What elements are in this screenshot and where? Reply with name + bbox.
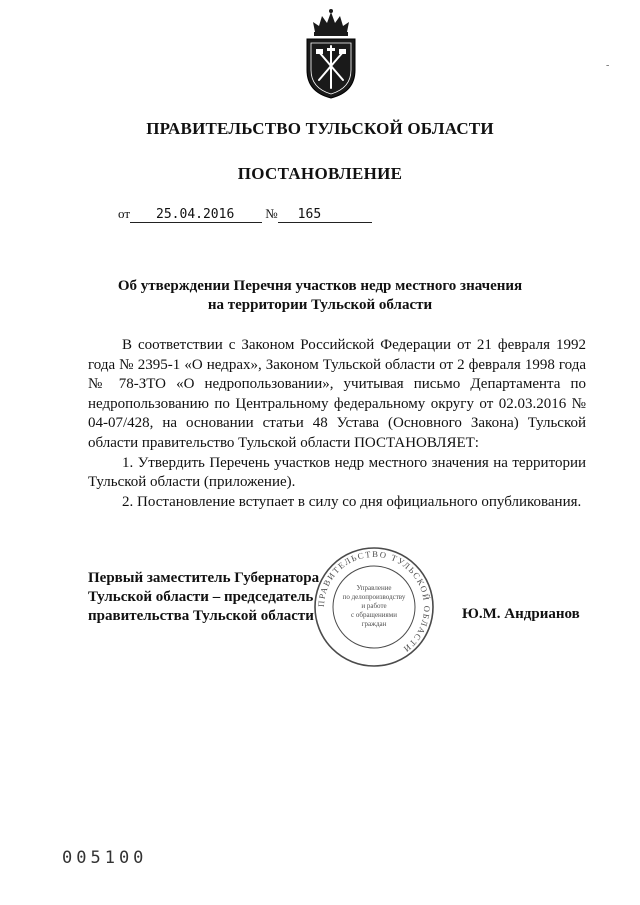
official-stamp (313, 546, 435, 668)
organization-title: ПРАВИТЕЛЬСТВО ТУЛЬСКОЙ ОБЛАСТИ (146, 119, 494, 138)
body-paragraph-preamble: В соответствии с Законом Российской Федерации от 21 февраля 1992 года № 2395-1 «О недрах», Законом Тульской области от 2 февраля 1998 года № 78-ЗТО «О недропользовании», учитывая письмо Департамента по недропользованию по Центральному федеральному округу от 02.03.2016 № 04-07/428, на основании статьи 48 Устава (Основного Закона) Тульской области правительство Тульской области ПОСТАНОВЛЯЕТ: (88, 337, 586, 451)
signatory-position (88, 569, 319, 626)
position-line-3: правительства Тульской области (88, 608, 314, 624)
document-type: ПОСТАНОВЛЕНИЕ (237, 164, 403, 183)
stamp-line-1: Управление (356, 584, 392, 592)
date-prefix: от (118, 206, 131, 221)
subject-line-2: на территории Тульской области (207, 297, 433, 313)
stamp-ring-text: ПРАВИТЕЛЬСТВО ТУЛЬСКОЙ ОБЛАСТИ (315, 548, 433, 655)
crown-icon (313, 9, 349, 36)
subject-line-1: Об утверждении Перечня участков недр местного значения (117, 278, 523, 294)
body-paragraph-item-1: 1. Утвердить Перечень участков недр местного значения на территории Тульской области (приложение). (88, 454, 586, 491)
stamp-line-5: граждан (361, 620, 387, 628)
document-number: 165 (278, 207, 372, 223)
document-body (88, 336, 586, 512)
document-meta (118, 206, 372, 223)
serial-number: 005100 (62, 848, 148, 868)
margin-mark: - (606, 60, 610, 71)
stamp-line-2: по делопроизводству (342, 593, 406, 601)
coat-of-arms-emblem (303, 8, 359, 100)
position-line-2: Тульской области – председатель (88, 589, 314, 605)
position-line-1: Первый заместитель Губернатора (88, 570, 320, 586)
body-paragraph-item-2: 2. Постановление вступает в силу со дня официального опубликования. (122, 493, 582, 510)
signatory-name: Ю.М. Андрианов (462, 606, 580, 622)
number-prefix: № (265, 206, 278, 221)
stamp-line-4: с обращениями (351, 611, 397, 619)
document-date: 25.04.2016 (130, 207, 262, 223)
stamp-line-3: и работе (361, 602, 387, 610)
document-subject (0, 277, 640, 315)
